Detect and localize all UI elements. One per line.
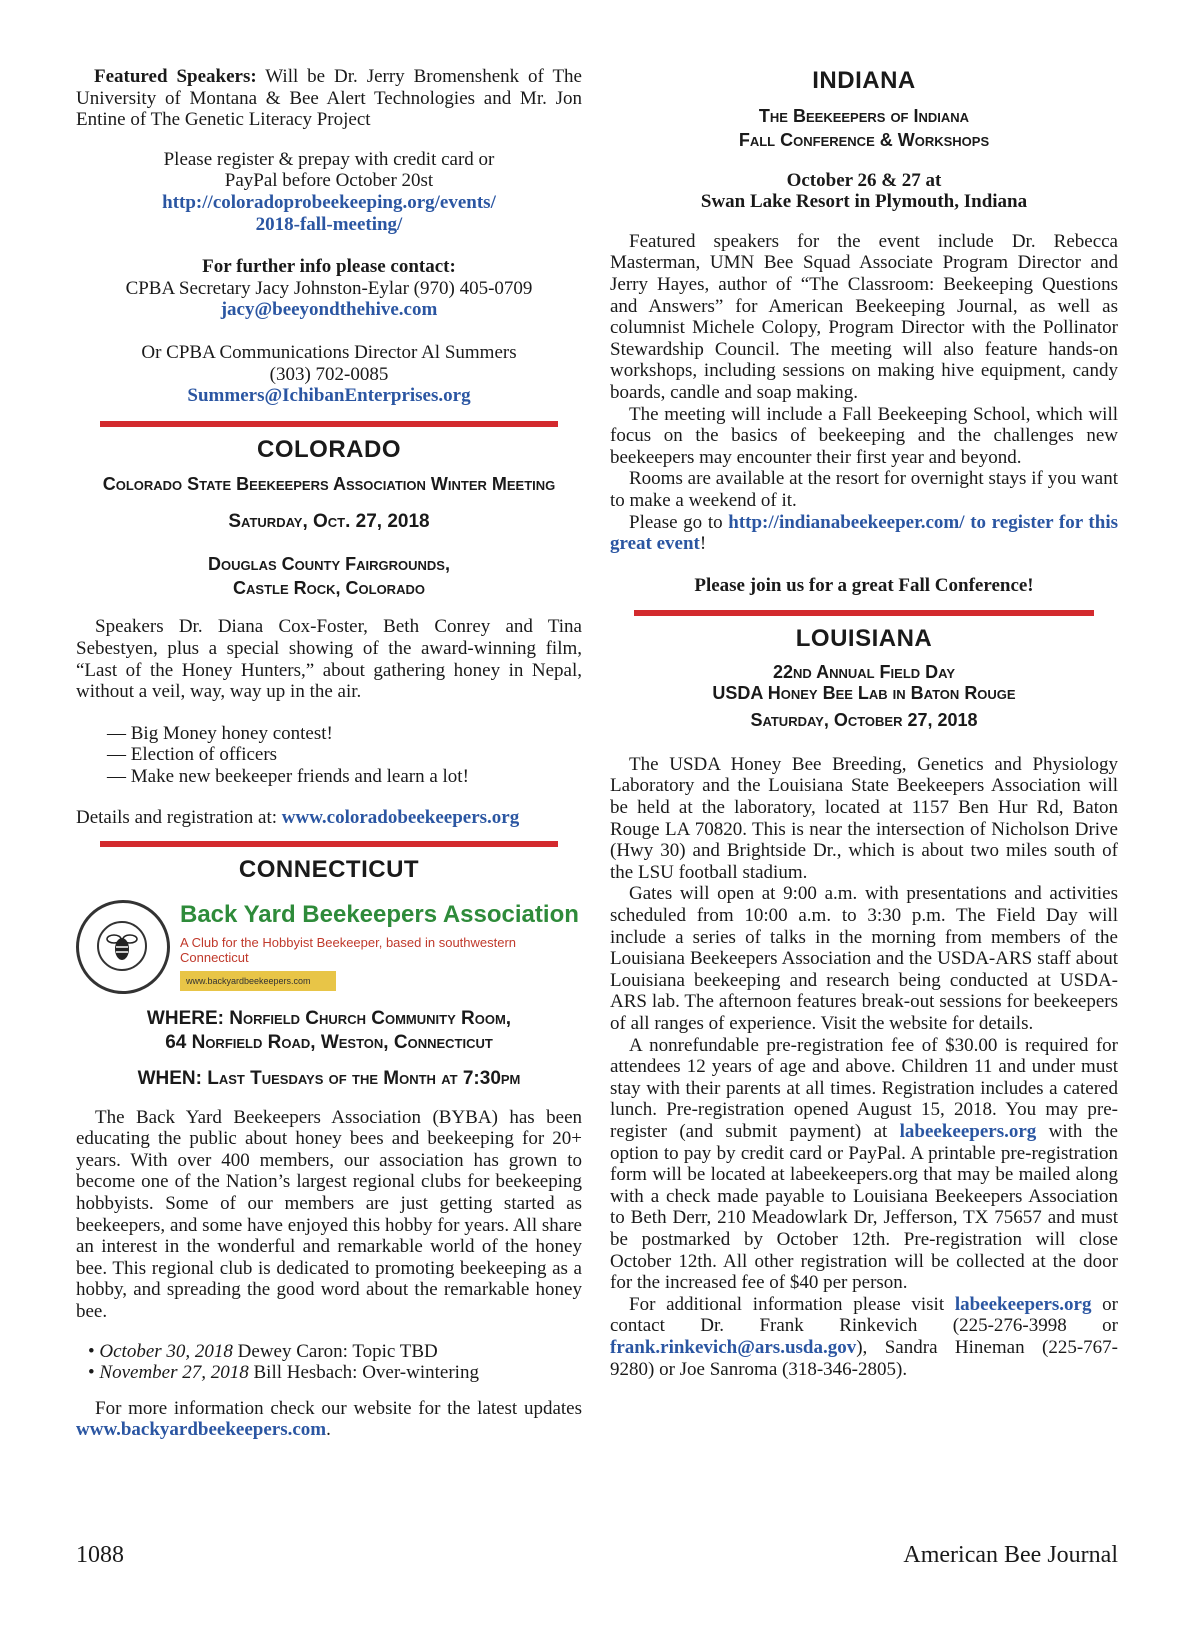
louisiana-heading: LOUISIANA — [795, 625, 933, 653]
register-line-2: PayPal before October 20st — [224, 170, 434, 192]
contact-heading: For further info please contact: — [202, 256, 456, 278]
colorado-venue-line-2: Castle Rock, Colorado — [233, 578, 425, 599]
p4-text-c: ), Sandra Hineman (225-767-9280) or Joe Sanroma (318-346-2805). — [610, 1336, 1118, 1380]
indiana-paragraph-1: Featured speakers for the event include Dr. Rebecca Masterman, UMN Bee Squad Associate Program Director and Jerry Hayes, author of “The Classroom: Beekeeping Questions and Answers” for American Beekeeping Journal, as well as columnist Michele Colopy, Program Director with the Pollinator Stewardship Council. The meeting will also feature hands-on workshops, including sessions on making hive equipment, candy boards, candle and soap making. — [610, 230, 1118, 403]
list-item: — Election of officers — [107, 744, 278, 766]
colorado-date: Saturday, Oct. 27, 2018 — [228, 511, 430, 533]
indiana-date-line-2: Swan Lake Resort in Plymouth, Indiana — [700, 191, 1028, 213]
p4-text-b: or contact Dr. Frank Rinkevich (225-276-3998 or — [610, 1293, 1119, 1337]
p3-text-a: A nonrefundable pre-registration fee of $30.00 is required for attendees 12 years of age and above. Children 11 and under must stay with their parents at all times. Registration includes a catered lunch. Pre-registration opened August 15, 2018. You may pre-register (and submit payment) at — [610, 1034, 1118, 1142]
when-text: Last Tuesdays of the Month at 7:30pm — [207, 1067, 521, 1089]
register-line-1: Please register & prepay with credit card or — [163, 148, 495, 170]
indiana-event-line-2: Fall Conference & Workshops — [738, 129, 990, 150]
p4-end: ! — [699, 533, 707, 555]
when-label: WHEN: — [137, 1067, 208, 1089]
register-link-line-2[interactable]: 2018-fall-meeting/ — [255, 213, 403, 235]
byba-logo-subtitle: A Club for the Hobbyist Beekeeper, based in southwestern Connecticut — [180, 934, 517, 965]
louisiana-event-line-1: 22nd Annual Field Day — [772, 661, 956, 682]
colorado-details-link[interactable]: www.coloradobeekeepers.org — [281, 807, 520, 829]
louisiana-email-link[interactable]: frank.rinkevich@ars.usda.gov — [610, 1336, 857, 1358]
indiana-paragraph-2: The meeting will include a Fall Beekeeping School, which will focus on the basics of beekeeping and the challenges new beekeepers may encounter their first year and beyond. — [610, 403, 1118, 468]
page-number: 1088 — [76, 1542, 124, 1568]
colorado-event-title: Colorado State Beekeepers Association Winter Meeting — [102, 474, 556, 495]
more-text: For more information check our website for the latest updates — [95, 1397, 582, 1419]
contact-secretary: CPBA Secretary Jacy Johnston-Eylar (970) 405-0709 — [125, 277, 533, 299]
list-item: — Make new beekeeper friends and learn a lot! — [107, 765, 469, 787]
connecticut-when — [76, 1067, 582, 1091]
louisiana-paragraph-1: The USDA Honey Bee Breeding, Genetics and Physiology Laboratory and the Louisiana State Beekeepers Association will be held at the laboratory, located at 1157 Ben Hur Rd, Baton Rouge LA 70820. This is near the intersection of Nicholson Drive (Hwy 30) and Brightside Dr., which is about two miles south of the LSU football stadium. — [610, 753, 1118, 883]
louisiana-register-link[interactable]: labeekeepers.org — [899, 1120, 1037, 1142]
colorado-details-text: Details and registration at: — [76, 807, 282, 829]
byba-logo — [76, 895, 582, 999]
contact-email-director[interactable]: Summers@IchibanEnterprises.org — [187, 385, 471, 407]
where-text: Norfield Church Community Room, — [229, 1007, 512, 1029]
indiana-date-line-1: October 26 & 27 at — [786, 169, 942, 191]
schedule-date: November 27, 2018 — [99, 1362, 249, 1384]
byba-banner — [180, 895, 582, 999]
p4-start: Please go to — [629, 511, 729, 533]
louisiana-paragraph-2: Gates will open at 9:00 a.m. with presentations and activities scheduled from 10:00 a.m. to 3:30 p.m. The Field Day will include a series of talks in the morning from members of the Louisiana Beekeepers Association and the USDA-ARS staff about Louisiana beekeeping and research being conducted at USDA-ARS lab. The afternoon features break-out sessions for beekeepers of all ranges of experience. Visit the website for details. — [610, 883, 1118, 1034]
p4-text-a: For additional information please visit — [629, 1293, 955, 1315]
colorado-details — [76, 807, 582, 829]
left-column — [76, 66, 582, 1441]
connecticut-where-line-1 — [76, 1007, 582, 1031]
indiana-closing: Please join us for a great Fall Conference! — [694, 574, 1034, 596]
contact-director-phone: (303) 702-0085 — [269, 363, 389, 385]
indiana-register-link-text[interactable]: to register for this great event — [610, 511, 1118, 555]
byba-logo-title: Back Yard Beekeepers Association — [180, 900, 579, 928]
list-item: — Big Money honey contest! — [107, 722, 333, 744]
louisiana-paragraph-3 — [610, 1035, 1118, 1294]
indiana-paragraph-4 — [610, 512, 1118, 555]
connecticut-heading: CONNECTICUT — [238, 856, 420, 884]
journal-name: American Bee Journal — [903, 1542, 1118, 1568]
connecticut-where-line-2: 64 Norfield Road, Weston, Connecticut — [165, 1031, 493, 1053]
featured-label: Featured Speakers: — [94, 66, 257, 87]
more-end: . — [326, 1419, 331, 1441]
where-label: WHERE: — [146, 1007, 230, 1029]
louisiana-date: Saturday, October 27, 2018 — [750, 709, 978, 730]
indiana-register-link[interactable]: http://indianabeekeeper.com/ — [728, 511, 965, 533]
contact-director: Or CPBA Communications Director Al Summers — [141, 341, 517, 363]
bee-icon — [97, 921, 147, 971]
indiana-heading: INDIANA — [812, 67, 916, 94]
connecticut-body: The Back Yard Beekeepers Association (BYBA) has been educating the public about honey bees and beekeeping for 20+ years. With over 400 members, our association has grown to become one of the Nation’s largest regional clubs for beekeeping hobbyists. Some of our members are just getting started as beekeepers, and some have enjoyed this hobby for years. All share an interest in the wonderful and remarkable world of the honey bee. This regional club is dedicated to promoting beekeeping as a hobby, and spreading the good word about the remarkable honey bee. — [76, 1106, 582, 1322]
byba-logo-url: www.backyardbeekeepers.com — [180, 971, 336, 991]
right-column — [610, 67, 1119, 1380]
indiana-paragraph-3: Rooms are available at the resort for overnight stays if you want to make a weekend of it. — [610, 468, 1118, 511]
featured-text: Will be Dr. Jerry Bromenshenk of The University of Montana & Bee Alert Technologies and Mr. Jon Entine of The Genetic Literacy Project — [76, 66, 582, 131]
louisiana-paragraph-4 — [610, 1294, 1118, 1380]
contact-email-secretary[interactable]: jacy@beeyondthehive.com — [220, 299, 438, 321]
louisiana-event-line-2: USDA Honey Bee Lab in Baton Rouge — [712, 682, 1016, 703]
connecticut-more-info — [76, 1398, 582, 1441]
connecticut-schedule — [76, 1341, 582, 1384]
list-item: • November 27, 2018 Bill Hesbach: Over-wintering — [88, 1362, 479, 1384]
register-link-line-1[interactable]: http://coloradoprobeekeeping.org/events/ — [162, 191, 496, 213]
featured-speakers — [76, 66, 582, 131]
connecticut-website-link[interactable]: www.backyardbeekeepers.com — [76, 1419, 327, 1441]
colorado-body: Speakers Dr. Diana Cox-Foster, Beth Conrey and Tina Sebestyen, plus a special showing of the award-winning film, “Last of the Honey Hunters,” about gathering honey in Nepal, without a veil, way, way up in the air. — [76, 616, 582, 703]
colorado-heading: COLORADO — [257, 435, 401, 463]
indiana-event-line-1: The Beekeepers of Indiana — [758, 105, 970, 126]
schedule-date: October 30, 2018 — [99, 1340, 233, 1362]
colorado-highlights — [76, 723, 582, 788]
colorado-venue-line-1: Douglas County Fairgrounds, — [208, 554, 450, 575]
list-item: • October 30, 2018 Dewey Caron: Topic TBD — [88, 1340, 438, 1362]
byba-seal-logo — [76, 900, 170, 994]
schedule-text: Dewey Caron: Topic TBD — [232, 1340, 438, 1362]
p3-text-b: with the option to pay by credit card or PayPal. A printable pre-registration form will be located at labeekeepers.org that may be mailed along with a check made payable to Louisiana Beekeepers Association to Beth Derr, 210 Meadowlark Dr, Jefferson, TX 75657 and must be postmarked by October 12th. Pre-registration will close October 12th. All other registration will be collected at the door for the increased fee of $40 per person. — [610, 1120, 1118, 1294]
louisiana-info-link[interactable]: labeekeepers.org — [954, 1293, 1092, 1315]
schedule-text: Bill Hesbach: Over-wintering — [248, 1362, 479, 1384]
